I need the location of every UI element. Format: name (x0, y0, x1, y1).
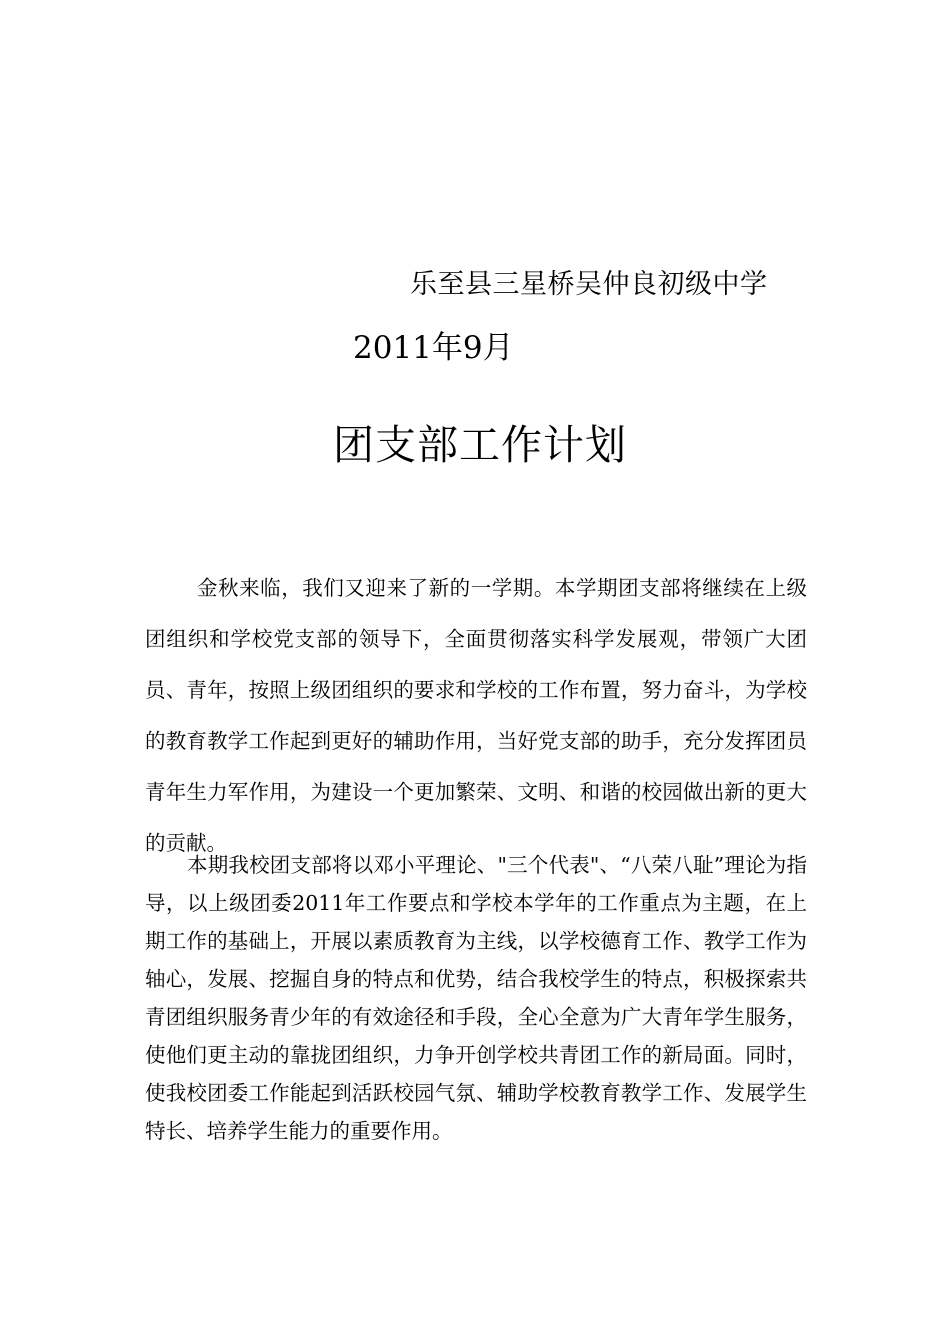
document-date: 2011年9月 (353, 330, 514, 366)
paragraph-guidance: 本期我校团支部将以邓小平理论、"三个代表"、“八荣八耻”理论为指导，以上级团委2011年工作要点和学校本学年的工作重点为主题，在上期工作的基础上，开展以素质教育为主线，以学校德育工作、教学工作为轴心，发展、挖掘自身的特点和优势，结合我校学生的特点，积极探索共青团组织服务青少年的有效途径和手段，全心全意为广大青年学生服务，使他们更主动的靠拢团组织，力争开创学校共青团工作的新局面。同时，使我校团委工作能起到活跃校园气氛、辅助学校教育教学工作、发展学生特长、培养学生能力的重要作用。 (145, 853, 807, 1143)
school-name: 乐至县三星桥吴仲良初级中学 (410, 269, 768, 300)
paragraph-intro: 金秋来临，我们又迎来了新的一学期。本学期团支部将继续在上级团组织和学校党支部的领导下，全面贯彻落实科学发展观，带领广大团员、青年，按照上级团组织的要求和学校的工作布置，努力奋斗，为学校的教育教学工作起到更好的辅助作用，当好党支部的助手，充分发挥团员青年生力军作用，为建设一个更加繁荣、文明、和谐的校园做出新的更大的贡献。 (145, 576, 807, 855)
document-title: 团支部工作计划 (333, 421, 627, 469)
